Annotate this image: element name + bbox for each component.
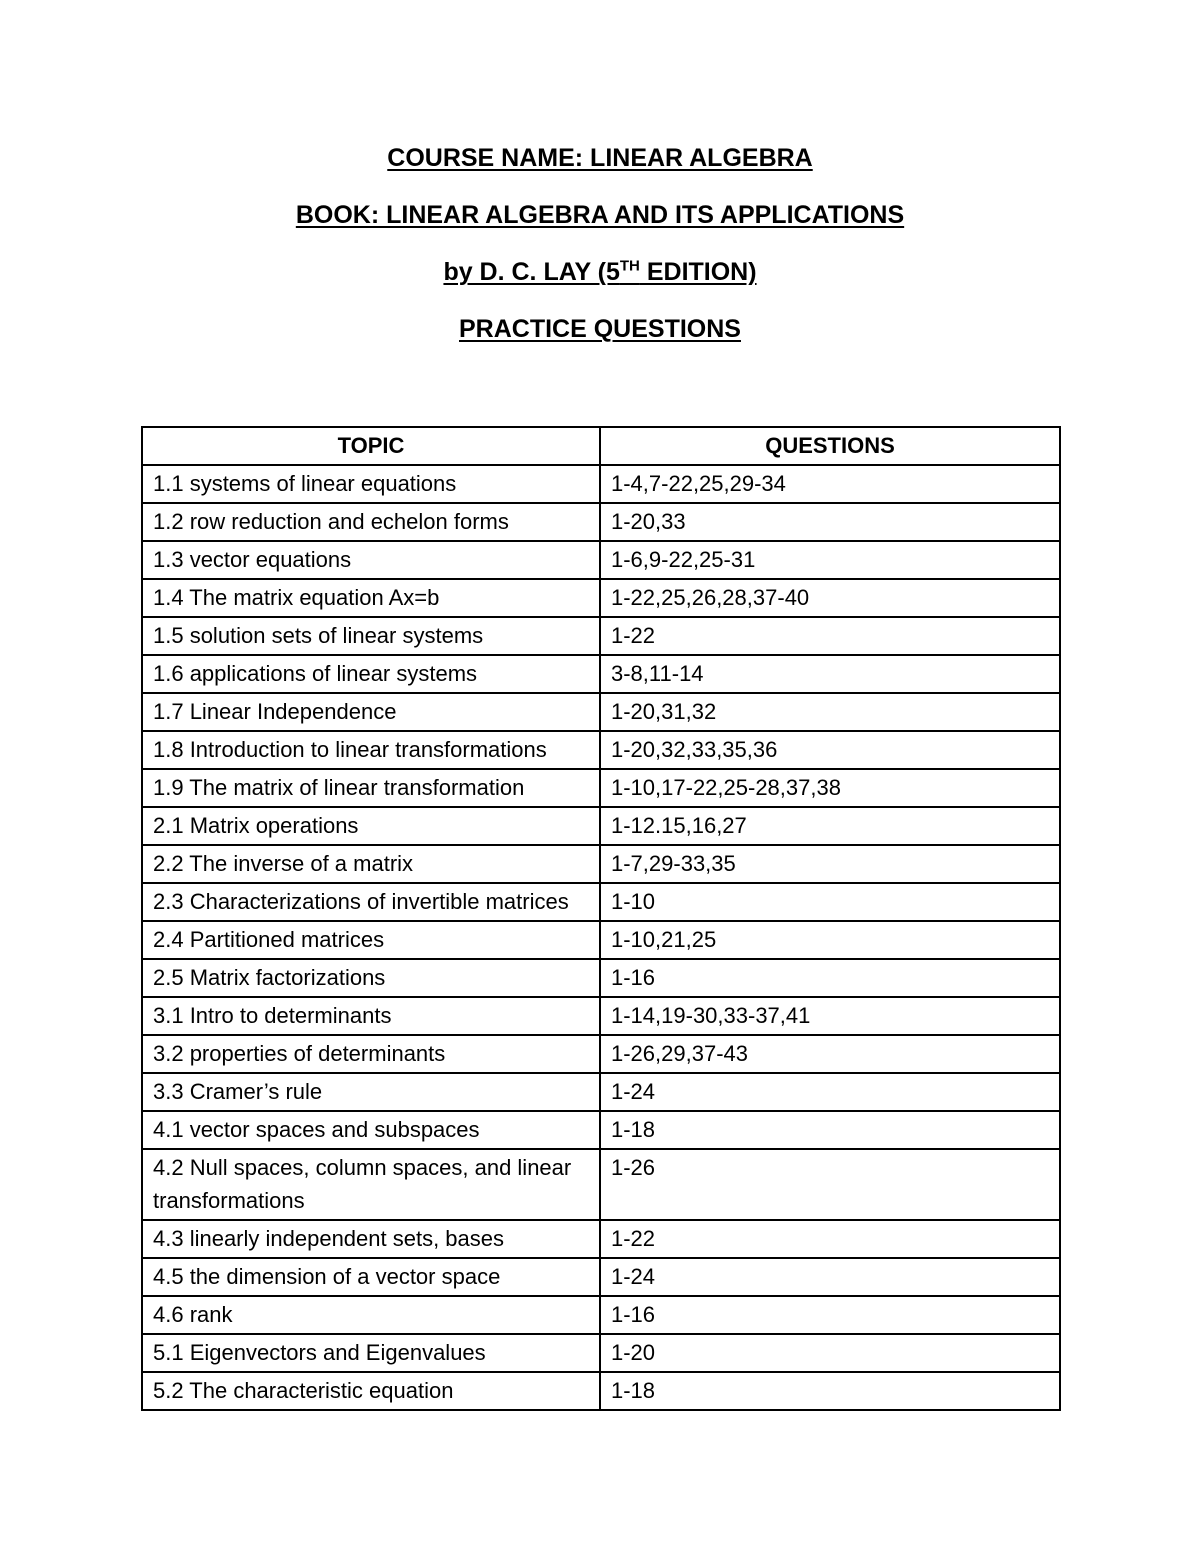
questions-cell: 1-20,33 [600,503,1060,541]
questions-cell: 1-22 [600,617,1060,655]
questions-cell: 1-18 [600,1372,1060,1410]
column-header-topic: TOPIC [142,427,600,465]
topic-cell: 1.5 solution sets of linear systems [142,617,600,655]
questions-cell: 1-16 [600,959,1060,997]
topic-cell: 2.4 Partitioned matrices [142,921,600,959]
questions-cell: 1-4,7-22,25,29-34 [600,465,1060,503]
document-header [0,142,1200,370]
edition-superscript: TH [619,257,640,275]
questions-cell: 1-26,29,37-43 [600,1035,1060,1073]
topic-cell: 3.3 Cramer’s rule [142,1073,600,1111]
topic-cell: 1.9 The matrix of linear transformation [142,769,600,807]
table-row [142,769,1060,807]
topic-cell: 2.1 Matrix operations [142,807,600,845]
table-row [142,1035,1060,1073]
topic-cell: 1.1 systems of linear equations [142,465,600,503]
course-name-heading: COURSE NAME: LINEAR ALGEBRA [387,144,813,172]
questions-cell: 1-24 [600,1073,1060,1111]
table-row [142,1372,1060,1410]
table-row [142,465,1060,503]
topic-cell: 2.2 The inverse of a matrix [142,845,600,883]
table-header-row [142,427,1060,465]
topic-cell: 1.7 Linear Independence [142,693,600,731]
questions-cell: 1-24 [600,1258,1060,1296]
topic-cell: 4.2 Null spaces, column spaces, and linear transformations [142,1149,600,1220]
table-row [142,845,1060,883]
topic-cell: 1.8 Introduction to linear transformations [142,731,600,769]
table-row [142,655,1060,693]
table-row [142,921,1060,959]
topic-cell: 1.4 The matrix equation Ax=b [142,579,600,617]
table-row [142,503,1060,541]
table-row [142,617,1060,655]
table-row [142,1334,1060,1372]
table-row [142,1111,1060,1149]
topic-cell: 1.2 row reduction and echelon forms [142,503,600,541]
topic-cell: 4.1 vector spaces and subspaces [142,1111,600,1149]
questions-cell: 1-22,25,26,28,37-40 [600,579,1060,617]
table-row [142,693,1060,731]
author-suffix: EDITION) [639,258,757,286]
questions-cell: 1-20 [600,1334,1060,1372]
topic-cell: 1.6 applications of linear systems [142,655,600,693]
table-row [142,1149,1060,1220]
table-row [142,807,1060,845]
questions-cell: 3-8,11-14 [600,655,1060,693]
topic-cell: 2.5 Matrix factorizations [142,959,600,997]
questions-cell: 1-10,21,25 [600,921,1060,959]
table-row [142,997,1060,1035]
table-row [142,731,1060,769]
questions-cell: 1-20,32,33,35,36 [600,731,1060,769]
practice-questions-table [141,426,1061,1411]
table-row [142,959,1060,997]
topic-cell: 4.3 linearly independent sets, bases [142,1220,600,1258]
table-row [142,1296,1060,1334]
table-body [142,465,1060,1410]
questions-cell: 1-26 [600,1149,1060,1220]
topic-cell: 3.1 Intro to determinants [142,997,600,1035]
questions-cell: 1-12.15,16,27 [600,807,1060,845]
author-heading [0,256,1200,288]
questions-cell: 1-6,9-22,25-31 [600,541,1060,579]
questions-cell: 1-18 [600,1111,1060,1149]
questions-cell: 1-14,19-30,33-37,41 [600,997,1060,1035]
topic-cell: 5.1 Eigenvectors and Eigenvalues [142,1334,600,1372]
table-row [142,1073,1060,1111]
table-row [142,883,1060,921]
topic-cell: 3.2 properties of determinants [142,1035,600,1073]
questions-cell: 1-16 [600,1296,1060,1334]
questions-cell: 1-20,31,32 [600,693,1060,731]
topic-cell: 1.3 vector equations [142,541,600,579]
topic-cell: 5.2 The characteristic equation [142,1372,600,1410]
topic-cell: 2.3 Characterizations of invertible matrices [142,883,600,921]
practice-questions-heading: PRACTICE QUESTIONS [459,315,741,343]
author-prefix: by D. C. LAY (5 [443,258,620,286]
topic-cell: 4.6 rank [142,1296,600,1334]
questions-cell: 1-7,29-33,35 [600,845,1060,883]
column-header-questions: QUESTIONS [600,427,1060,465]
questions-cell: 1-10,17-22,25-28,37,38 [600,769,1060,807]
book-heading: BOOK: LINEAR ALGEBRA AND ITS APPLICATIONS [295,201,905,229]
questions-cell: 1-22 [600,1220,1060,1258]
table-row [142,1220,1060,1258]
questions-cell: 1-10 [600,883,1060,921]
table-row [142,541,1060,579]
topic-cell: 4.5 the dimension of a vector space [142,1258,600,1296]
table-row [142,579,1060,617]
table-row [142,1258,1060,1296]
